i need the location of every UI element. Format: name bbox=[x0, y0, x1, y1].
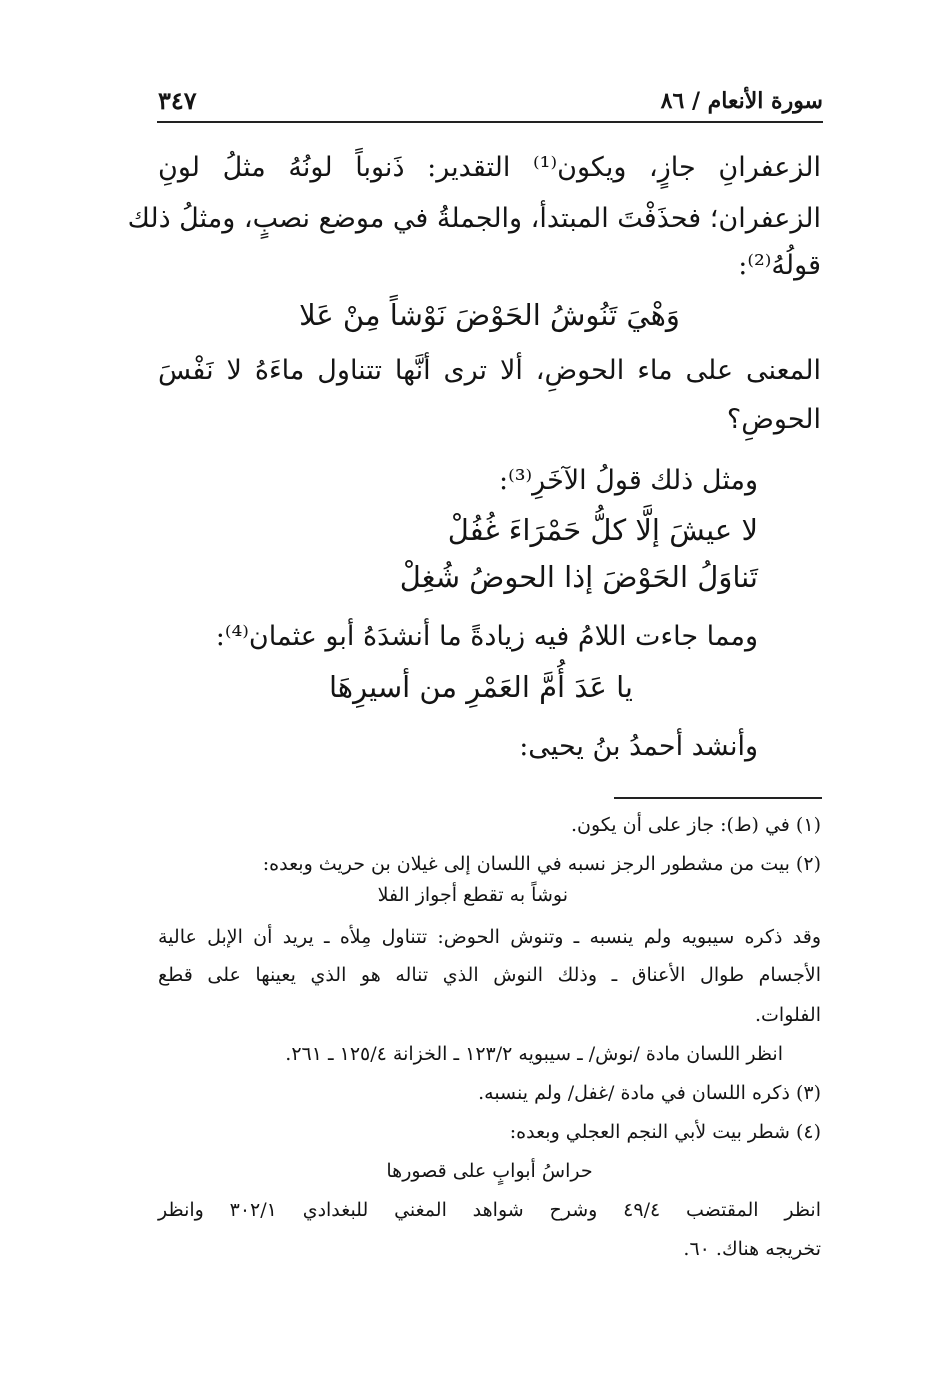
body-line: ومما جاءت اللامُ فيه زيادةً ما أنشدَهُ أبو عثمان⁽⁴⁾: bbox=[215, 621, 758, 652]
body-line: قولُهُ⁽²⁾: bbox=[738, 250, 821, 281]
footnote-line: تخريجه هناك. ٦٠. bbox=[683, 1238, 821, 1260]
body-line: الحوضِ؟ bbox=[726, 404, 821, 435]
footnote-line: (١) في (ط): جاز على أن يكون. bbox=[570, 814, 821, 836]
footnote-line: وقد ذكره سيبويه ولم ينسبه ـ وتنوش الحوض: تتناول مِلأه ـ يريد أن الإبل عالية bbox=[158, 926, 821, 948]
body-line: وأنشد أحمدُ بنُ يحيى: bbox=[519, 731, 758, 762]
body-line: المعنى على ماء الحوضِ، ألا ترى أنَّها تتناول ماءَهُ لا نَفْسَ bbox=[158, 355, 821, 386]
footnote-line: انظر اللسان مادة /نوش/ ـ سيبويه ١٢٣/٢ ـ الخزانة ١٢٥/٤ ـ ٢٦١. bbox=[285, 1043, 783, 1065]
verse-line: لا عيشَ إلَّا كلُّ حَمْرَاءَ غُفُلْ bbox=[447, 513, 758, 547]
footnote-line: (٤) شطر بيت لأبي النجم العجلي وبعده: bbox=[509, 1121, 821, 1143]
verse-line: وَهْيَ تَنُوشُ الحَوْضَ نَوْشاً مِنْ عَلا bbox=[299, 298, 680, 332]
footnote-line: الفلوات. bbox=[755, 1004, 821, 1026]
running-header-title: سورة الأنعام / ٨٦ bbox=[660, 88, 823, 114]
body-line: ومثل ذلك قولُ الآخَرِ⁽³⁾: bbox=[498, 465, 758, 496]
footnote-line: (٣) ذكره اللسان في مادة /غفل/ ولم ينسبه. bbox=[478, 1082, 821, 1104]
footnote-rule bbox=[614, 797, 822, 799]
footnote-line: نوشاً به تقطع أجواز الفلا bbox=[377, 884, 568, 906]
footnote-line: (٢) بيت من مشطور الرجز نسبه في اللسان إلى غيلان بن حريث وبعده: bbox=[262, 853, 821, 875]
verse-line: تَناوَلُ الحَوْضَ إذا الحوضُ شُغِلْ bbox=[399, 560, 758, 594]
body-line: الزعفران؛ فحذَفْتَ المبتدأ، والجملةُ في موضع نصبٍ، ومثلُ ذلك bbox=[127, 203, 821, 234]
footnote-line: الأجسام طوال الأعناق ـ وذلك النوش الذي تناله هو الذي يعينها على قطع bbox=[158, 964, 821, 986]
header-rule bbox=[157, 121, 823, 123]
footnote-line: حراسُ أبوابٍ على قصورها bbox=[386, 1160, 593, 1182]
body-line: الزعفرانِ جازٍ، ويكون⁽¹⁾ التقدير: ذَنوباً لونُهُ مثلُ لونِ bbox=[158, 152, 822, 183]
page-number: ٣٤٧ bbox=[158, 86, 197, 115]
footnote-line: انظر المقتضب ٤٩/٤ وشرح شواهد المغني للبغدادي ٣٠٢/١ وانظر bbox=[158, 1199, 822, 1221]
verse-line: يا عَدَ أُمَّ العَمْرِ من أسيرِهَا bbox=[328, 670, 633, 704]
